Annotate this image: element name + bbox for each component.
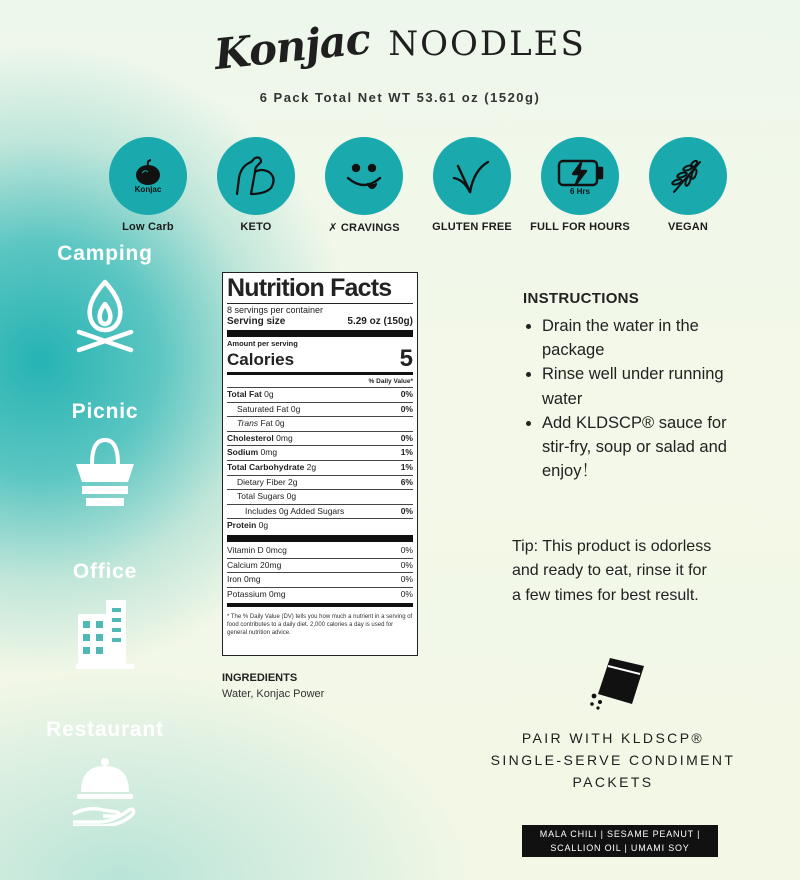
benefit-label: FULL FOR HOURS [530, 221, 630, 233]
flavors-line: MALA CHILI | SESAME PEANUT | [539, 829, 701, 839]
nutrition-footnote: * The % Daily Value (DV) tells you how much a nutrient in a serving of food contributes to a daily diet. 2,000 calories a day is used for general nutrition advice. [227, 614, 413, 637]
konjac-icon [109, 137, 187, 215]
pair-text: PAIR WITH KLDSCP® SINGLE-SERVE CONDIMENT PACKETS [490, 730, 736, 790]
serving-size: Serving size 5.29 oz (150g) [227, 316, 413, 327]
battery-icon [541, 137, 619, 215]
nutrient-row: Saturated Fat 0g 0% [227, 402, 413, 417]
benefit-vegan [633, 137, 743, 233]
benefit-sub-label: 6 Hrs [569, 186, 590, 196]
product-title: NOODLES [388, 24, 586, 64]
building-icon [72, 594, 138, 670]
tip-text: Tip: This product is odorless and ready to eat, rinse it for a few times for best result. [512, 538, 712, 604]
smiley-icon [325, 137, 403, 215]
vitamin-row: Vitamin D 0mcg 0% [227, 544, 413, 555]
nutrient-row: Total Sugars 0g [227, 489, 413, 504]
campfire-icon [73, 276, 137, 356]
nutrient-row: Total Carbohydrate 2g 1% [227, 460, 413, 475]
basket-icon [72, 434, 138, 510]
net-weight: 6 Pack Total Net WT 53.61 oz (1520g) [259, 90, 541, 105]
use-label: Office [72, 560, 138, 583]
nutrient-row: Sodium 0mg 1% [227, 445, 413, 460]
ingredients-text: Water, Konjac Power [222, 688, 325, 700]
benefit-label: Low Carb [122, 221, 174, 233]
benefit-label: GLUTEN FREE [432, 221, 512, 233]
nutrient-row: Cholesterol 0mg 0% [227, 431, 413, 446]
nutrition-title: Nutrition Facts [227, 274, 392, 302]
use-label: Restaurant [46, 718, 164, 741]
use-label: Camping [57, 242, 153, 265]
vitamin-row: Iron 0mg 0% [227, 572, 413, 587]
benefit-full-for-hours [525, 137, 635, 233]
flavors-badge [522, 825, 718, 857]
amount-per-serving: Amount per serving [227, 339, 298, 348]
servings-per-container: 8 servings per container [227, 305, 324, 315]
instruction-step: • Drain the water in the package [542, 314, 752, 362]
vitamin-row: Calcium 20mg 0% [227, 558, 413, 573]
wheat-icon [649, 137, 727, 215]
sauce-packet-icon [588, 652, 656, 710]
header-title [0, 13, 800, 80]
instructions-list [520, 314, 752, 483]
use-picnic [20, 400, 190, 510]
nutrient-row: Total Fat 0g 0% [227, 387, 413, 402]
leaf-icon [433, 137, 511, 215]
nutrient-row: Dietary Fiber 2g 6% [227, 475, 413, 490]
instructions-heading: INSTRUCTIONS [523, 290, 640, 307]
ingredients-heading: INGREDIENTS [222, 672, 298, 684]
use-label: Picnic [71, 400, 139, 423]
calories-row: Calories 5 [227, 345, 413, 372]
benefit-low-carb [93, 137, 203, 233]
flexed-arm-icon [217, 137, 295, 215]
benefit-gluten-free [417, 137, 527, 233]
brand-logo: Konjac [212, 13, 373, 80]
daily-value-header: % Daily Value* [368, 378, 413, 385]
nutrition-facts-panel [222, 272, 418, 656]
benefit-keto [201, 137, 311, 233]
nutrient-row: Trans Fat 0g [227, 416, 413, 431]
benefit-label: KETO [240, 221, 272, 233]
benefit-label: ✗ CRAVINGS [328, 222, 400, 234]
cloche-icon [69, 752, 141, 826]
nutrient-row: Protein 0g [227, 518, 413, 533]
use-office [20, 560, 190, 670]
vitamin-row: Potassium 0mg 0% [227, 587, 413, 602]
use-camping [20, 242, 190, 356]
nutrient-row: Includes 0g Added Sugars 0% [227, 504, 413, 519]
benefit-label: VEGAN [667, 221, 709, 233]
flavors-line: SCALLION OIL | UMAMI SOY [550, 843, 690, 853]
use-restaurant [20, 718, 190, 826]
instruction-step: • Add KLDSCP® sauce for stir-fry, soup or salad and enjoy！ [542, 411, 752, 484]
benefit-sub-label: Konjac [134, 184, 162, 194]
benefit-cravings [309, 137, 419, 234]
instruction-step: • Rinse well under running water [542, 362, 752, 410]
